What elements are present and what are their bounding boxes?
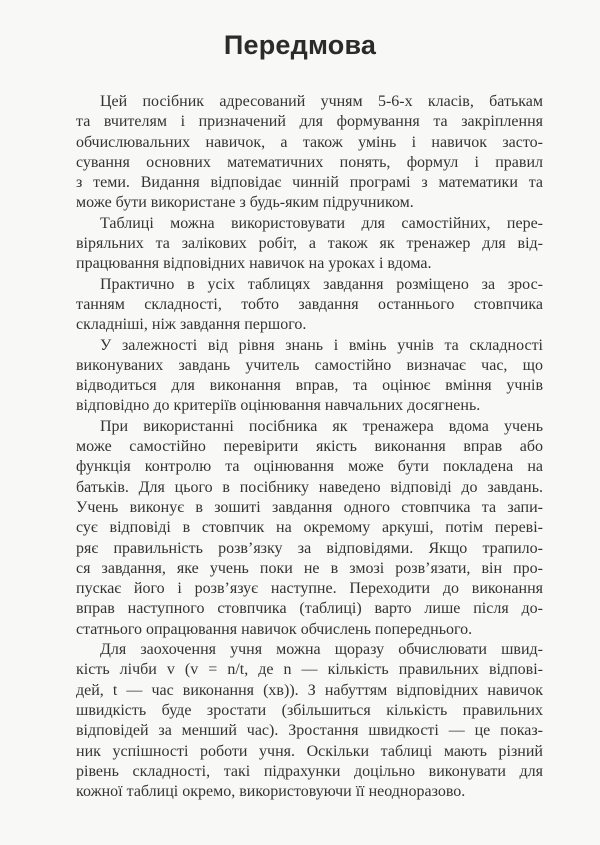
text-line: рівень складності, такі підрахунки доцільно виконувати для (76, 762, 543, 780)
text-line: танням складності, тобто завдання останнього стовпчика (76, 295, 543, 313)
text-line: ник успішності роботи учня. Оскільки таблиці мають різний (76, 742, 543, 760)
preface-body (76, 92, 543, 802)
text-line: ся завдання, яке учень поки не в змозі розв’язати, він про- (76, 559, 543, 577)
text-line: Таблиці можна використовувати для самостійних, пере- (100, 214, 543, 232)
text-line: дей, t — час виконання (хв)). З набуттям відповідних навичок (76, 681, 543, 699)
text-line: батьків. Для цього в посібнику наведено відповіді до завдань. (76, 478, 543, 496)
text-line: віряльних та залікових робіт, а також як тренажер для від- (76, 235, 543, 253)
text-line: швидкість буде зростати (збільшиться кількість правильних (76, 701, 543, 719)
text-line: Цей посібник адресований учням 5-6-х класів, батькам (100, 93, 543, 110)
text-line: обчислювальних навичок, а також умінь і навичок засто- (76, 133, 543, 151)
page-title: Передмова (223, 30, 377, 60)
text-line: відповідей за менший час). Зростання швидкості — це показ- (76, 722, 543, 740)
text-line: Учень виконує в зошиті завдання одного стовпчика та запи- (76, 498, 543, 516)
text-line: функція контролю та оцінювання може бути покладена на (76, 458, 543, 476)
text-line: відповідно до критеріїв оцінювання навчальних досягнень. (76, 397, 481, 415)
paragraph (76, 275, 543, 336)
text-line: сування основних математичних понять, формул і правил (76, 153, 543, 171)
text-line: При використанні посібника як тренажера вдома учень (100, 417, 543, 435)
text-line: Для заохочення учня можна щоразу обчислювати швид- (100, 641, 543, 659)
text-line: статнього опрацювання навичок обчислень попереднього. (76, 620, 473, 638)
text-line: працювання відповідних навичок на уроках і вдома. (76, 255, 432, 273)
text-line: кожної таблиці окремо, використовуючи її неодноразово. (76, 783, 466, 801)
text-line: може самостійно перевірити якість виконання вправ або (76, 438, 543, 456)
text-line: Практично в усіх таблицях завдання розміщено за зрос- (100, 275, 543, 293)
text-line: сує відповіді в стовпчик на окремому аркуші, потім переві- (76, 519, 543, 537)
text-line: може бути використане з будь-яким підручником. (76, 194, 414, 212)
paragraph (76, 214, 543, 275)
text-line: та вчителям і призначений для формування та закріплення (76, 113, 543, 131)
text-line: ряє правильність розв’язку за відповідями. Якщо трапило- (76, 539, 543, 557)
text-line: пускає його і розв’язує наступне. Переходити до виконання (76, 580, 543, 598)
paragraph (76, 336, 543, 417)
text-line: вправ наступного стовпчика (таблиці) варто лише після до- (76, 600, 543, 618)
paragraph (76, 640, 543, 802)
text-line: кість лічби v (v = n/t, де n — кількість правильних відпові- (76, 661, 543, 679)
text-line: У залежності від рівня знань і вмінь учнів та складності (100, 336, 543, 354)
paragraph (76, 417, 543, 640)
text-line: відводиться для виконання вправ, та оцінює вміння учнів (76, 377, 543, 395)
text-line: з теми. Видання відповідає чинній програмі з математики та (76, 174, 543, 192)
text-line: виконуваних завдань учитель самостійно визначає час, що (76, 356, 543, 374)
paragraph (76, 92, 543, 214)
text-line: складніші, ніж завдання першого. (76, 316, 307, 334)
